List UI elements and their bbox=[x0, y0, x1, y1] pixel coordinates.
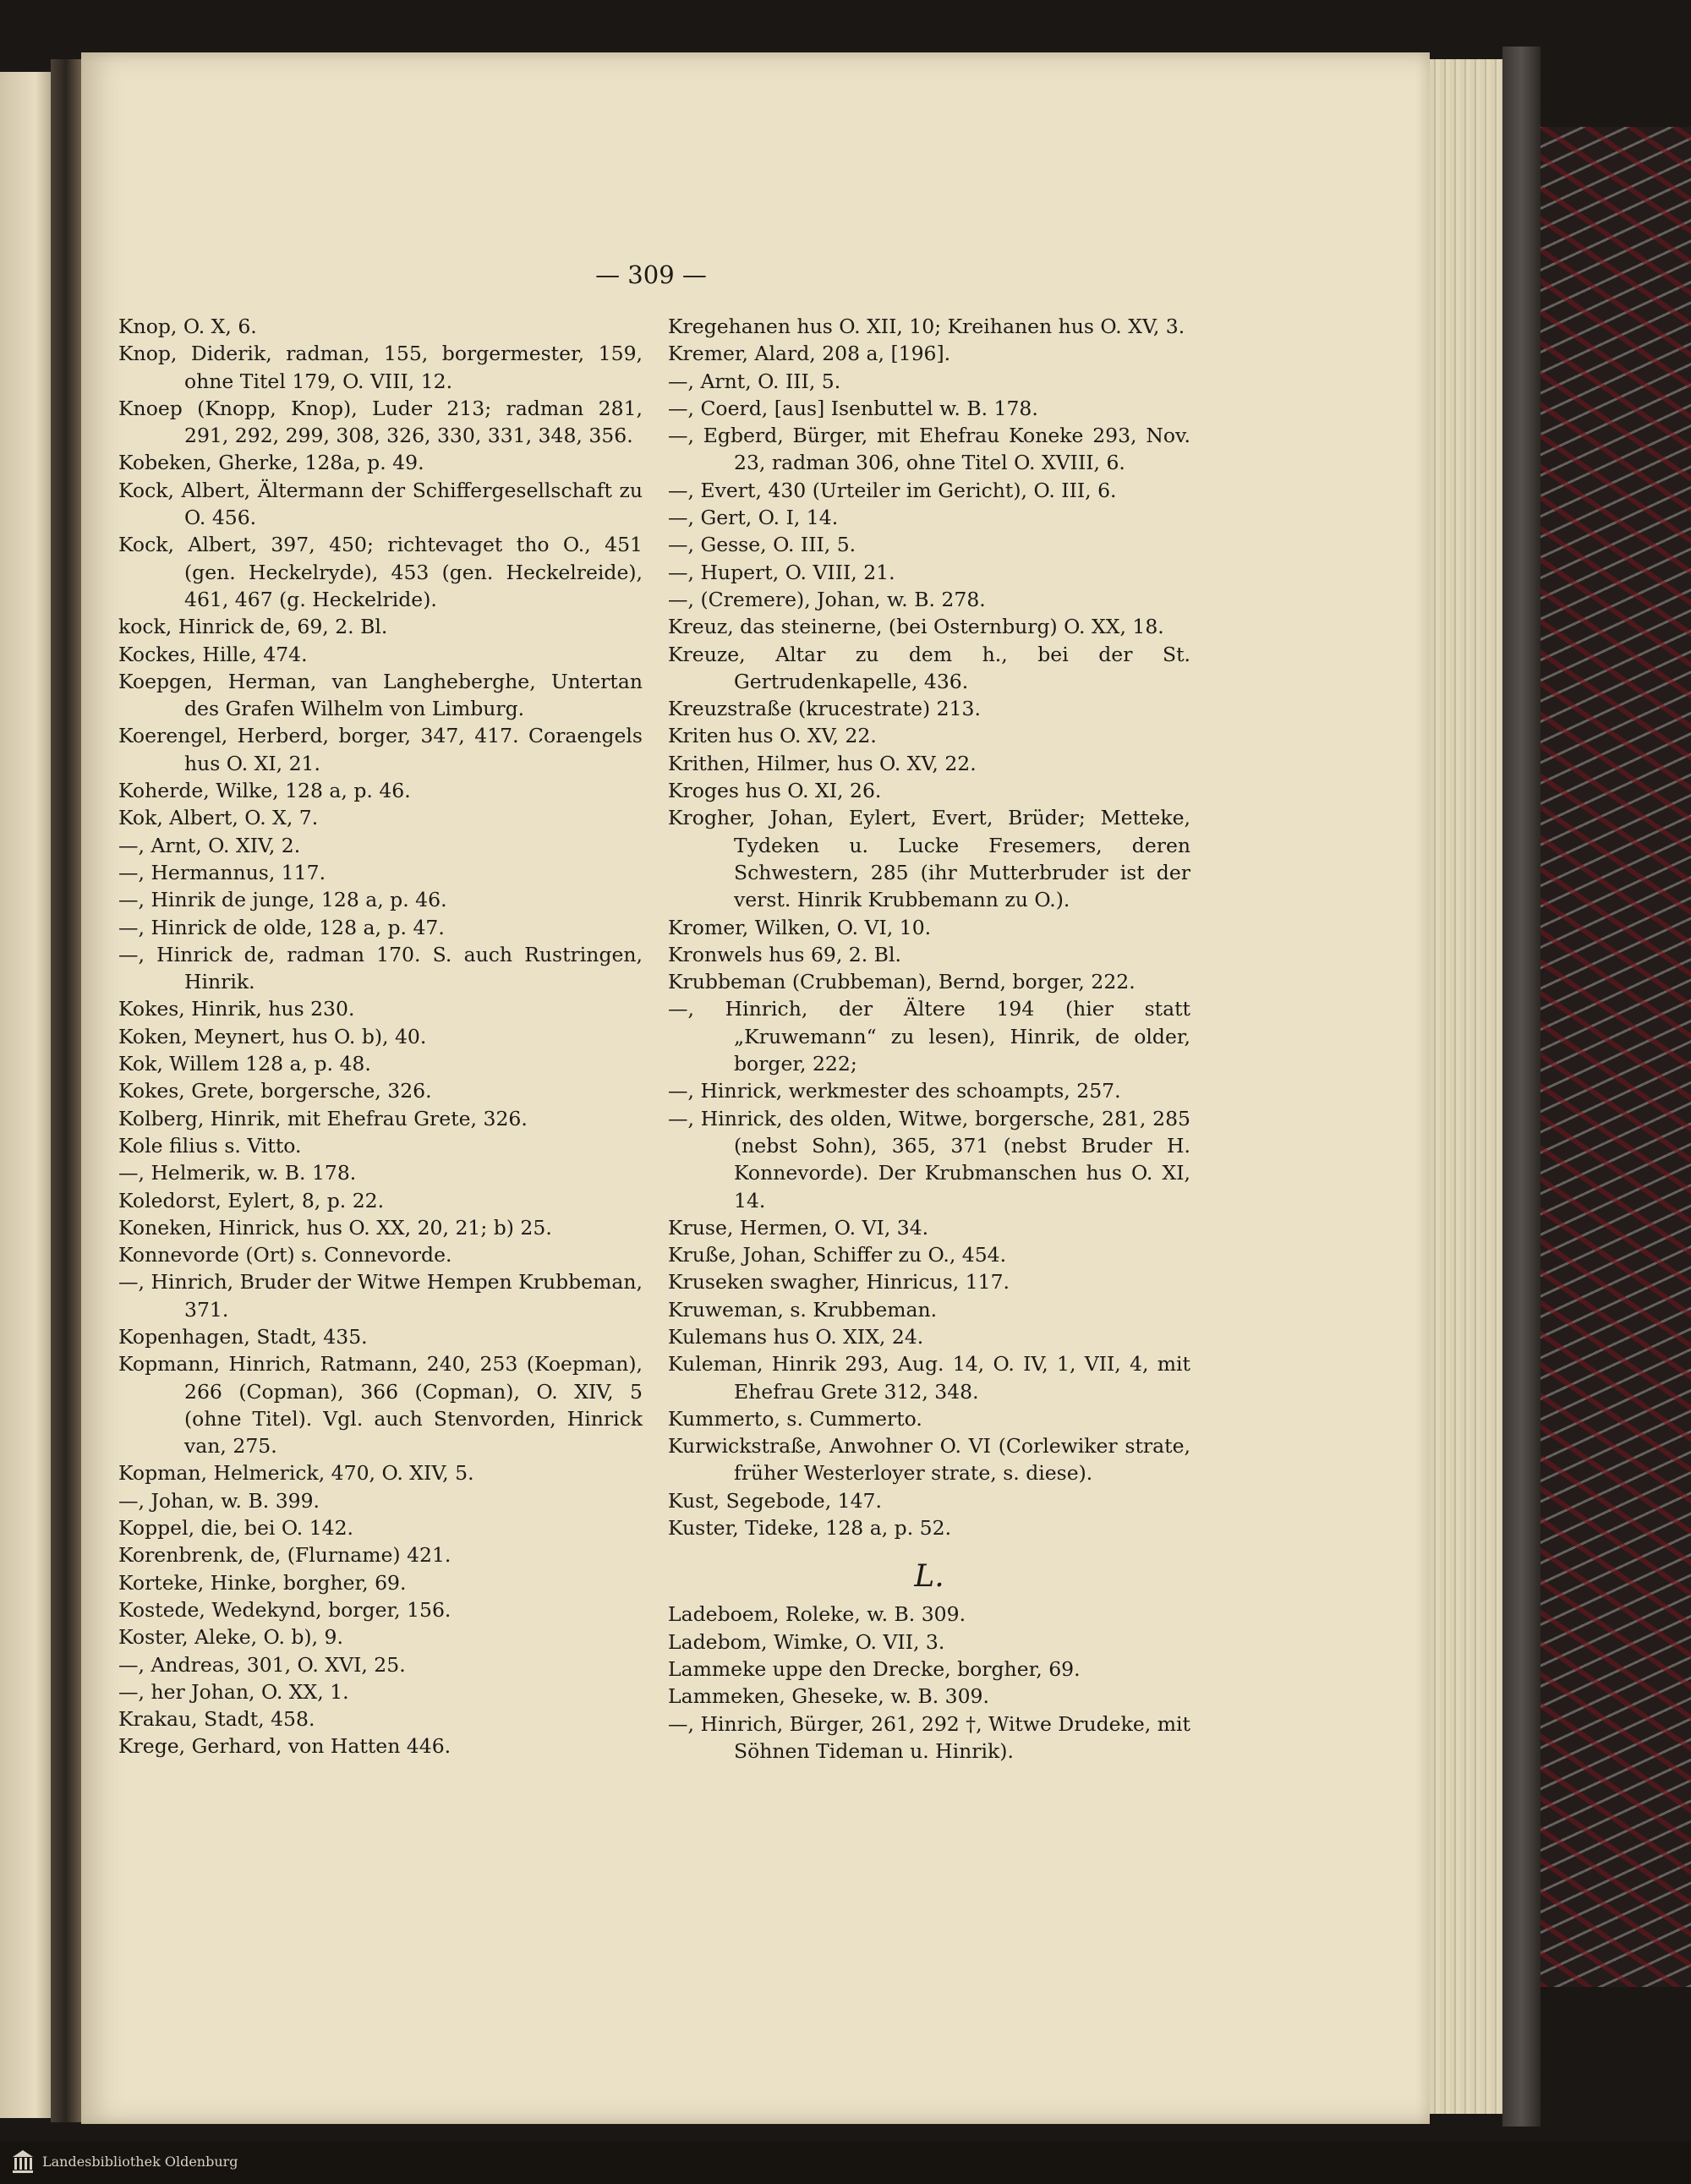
book-gutter bbox=[51, 59, 81, 2122]
index-entry: Kobeken, Gherke, 128a, p. 49. bbox=[118, 451, 424, 475]
index-entry: Kuleman, Hinrik 293, Aug. 14, O. IV, 1, VII, 4, mit Ehefrau Grete 312, 348. bbox=[668, 1352, 1190, 1404]
index-entry: Koherde, Wilke, 128 a, p. 46. bbox=[118, 779, 411, 803]
index-entry: Kurwickstraße, Anwohner O. VI (Corlewiker strate, früher Westerloyer strate, s. diese). bbox=[668, 1434, 1190, 1486]
index-entry: Korteke, Hinke, borgher, 69. bbox=[118, 1570, 407, 1595]
index-entry: Krogher, Johan, Eylert, Evert, Brüder; Metteke, Tydeken u. Lucke Fresemers, deren Schwestern, 285 (ihr Mutterbruder ist der verst. Hinrik Krubbemann zu O.). bbox=[668, 806, 1190, 912]
index-section-l bbox=[668, 1601, 1190, 1765]
index-entry: Koledorst, Eylert, 8, p. 22. bbox=[118, 1188, 385, 1212]
index-entry: Kreuze, Altar zu dem h., bei der St. Gertrudenkapelle, 436. bbox=[668, 642, 1190, 693]
index-entry: Kregehanen hus O. XII, 10; Kreihanen hus O. XV, 3. bbox=[668, 315, 1185, 338]
marbled-cover bbox=[1541, 127, 1691, 1987]
index-section-k bbox=[668, 313, 1190, 1541]
index-entry: Lammeke uppe den Drecke, borgher, 69. bbox=[668, 1656, 1081, 1681]
index-entry: Kopmann, Hinrich, Ratmann, 240, 253 (Koepman), 266 (Copman), 366 (Copman), O. XIV, 5 (ohne Titel). Vgl. auch Stenvorden, Hinrick van, 275. bbox=[118, 1352, 643, 1459]
index-entry: Kok, Albert, O. X, 7. bbox=[118, 806, 319, 830]
index-entry: Kulemans hus O. XIX, 24. bbox=[668, 1324, 924, 1349]
index-entry: —, Hinrich, Bruder der Witwe Hempen Krubbeman, 371. bbox=[118, 1270, 643, 1322]
index-entry: Kolberg, Hinrik, mit Ehefrau Grete, 326. bbox=[118, 1106, 528, 1130]
index-entry: Kokes, Grete, borgersche, 326. bbox=[118, 1079, 432, 1103]
index-entry: Kummerto, s. Cummerto. bbox=[668, 1406, 922, 1431]
index-entry: Kronwels hus 69, 2. Bl. bbox=[668, 942, 901, 966]
index-entry: Kopenhagen, Stadt, 435. bbox=[118, 1324, 368, 1349]
index-entry: Koken, Meynert, hus O. b), 40. bbox=[118, 1024, 427, 1048]
index-entry: —, Arnt, O. XIV, 2. bbox=[118, 833, 301, 857]
index-entry: Konnevorde (Ort) s. Connevorde. bbox=[118, 1243, 452, 1267]
index-entry: Kokes, Hinrik, hus 230. bbox=[118, 997, 355, 1021]
index-entry: Lammeken, Gheseke, w. B. 309. bbox=[668, 1684, 989, 1709]
index-entry: —, Egberd, Bürger, mit Ehefrau Koneke 293, Nov. 23, radman 306, ohne Titel O. XVIII, 6. bbox=[668, 424, 1190, 475]
index-entry: —, Hermannus, 117. bbox=[118, 860, 326, 884]
index-entry: —, Gert, O. I, 14. bbox=[668, 506, 839, 530]
index-entry: Kostede, Wedekynd, borger, 156. bbox=[118, 1597, 451, 1622]
index-entry: —, (Cremere), Johan, w. B. 278. bbox=[668, 587, 986, 611]
index-entry: Kroges hus O. XI, 26. bbox=[668, 779, 882, 803]
index-entry: Kruße, Johan, Schiffer zu O., 454. bbox=[668, 1243, 1007, 1267]
index-entry: Kole filius s. Vitto. bbox=[118, 1133, 302, 1158]
index-entry: Knoep (Knopp, Knop), Luder 213; radman 281, 291, 292, 299, 308, 326, 330, 331, 348, 356. bbox=[118, 396, 643, 448]
index-entry: —, Hinrick de olde, 128 a, p. 47. bbox=[118, 915, 445, 939]
index-entry: Koneken, Hinrick, hus O. XX, 20, 21; b) 25. bbox=[118, 1215, 552, 1240]
index-entry: —, Evert, 430 (Urteiler im Gericht), O. III, 6. bbox=[668, 478, 1117, 502]
index-entry: —, Hinrik de junge, 128 a, p. 46. bbox=[118, 888, 447, 912]
index-entry: Kruseken swagher, Hinricus, 117. bbox=[668, 1270, 1010, 1295]
index-entry: Korenbrenk, de, (Flurname) 421. bbox=[118, 1543, 451, 1568]
index-entry: Kruse, Hermen, O. VI, 34. bbox=[668, 1215, 929, 1240]
index-entry: Krubbeman (Crubbeman), Bernd, borger, 222. bbox=[668, 970, 1136, 994]
index-entry: Kock, Albert, 397, 450; richtevaget tho O., 451 (gen. Heckelryde), 453 (gen. Heckelreide), 461, 467 (g. Heckelride). bbox=[118, 533, 643, 611]
index-entry: —, her Johan, O. XX, 1. bbox=[118, 1679, 349, 1704]
index-entry: Ladebom, Wimke, O. VII, 3. bbox=[668, 1629, 945, 1654]
index-entry: Kopman, Helmerick, 470, O. XIV, 5. bbox=[118, 1461, 474, 1486]
page-stack-edges bbox=[1430, 59, 1502, 2114]
index-entry: —, Hupert, O. VIII, 21. bbox=[668, 560, 895, 584]
index-entry: Kremer, Alard, 208 a, [196]. bbox=[668, 342, 951, 366]
index-entry: Kromer, Wilken, O. VI, 10. bbox=[668, 915, 932, 939]
index-entry: —, Coerd, [aus] Isenbuttel w. B. 178. bbox=[668, 396, 1038, 420]
index-entry: Kriten hus O. XV, 22. bbox=[668, 724, 877, 748]
index-column-left bbox=[118, 313, 643, 1760]
library-name: Landesbibliothek Oldenburg bbox=[42, 2154, 238, 2170]
index-entry: Kruweman, s. Krubbeman. bbox=[668, 1297, 938, 1322]
index-entry: Ladeboem, Roleke, w. B. 309. bbox=[668, 1602, 966, 1627]
index-entry: Knop, Diderik, radman, 155, borgermester, 159, ohne Titel 179, O. VIII, 12. bbox=[118, 342, 643, 393]
index-entry: —, Hinrick, des olden, Witwe, borgersche, 281, 285 (nebst Sohn), 365, 371 (nebst Bruder H. Konnevorde). Der Krubmanschen hus O. XI, 14. bbox=[668, 1106, 1190, 1212]
index-entry: Koppel, die, bei O. 142. bbox=[118, 1516, 354, 1541]
library-footer bbox=[0, 2142, 1691, 2184]
index-entry: Kuster, Tideke, 128 a, p. 52. bbox=[668, 1516, 952, 1541]
index-entry: Krithen, Hilmer, hus O. XV, 22. bbox=[668, 751, 977, 775]
index-entry: Koerengel, Herberd, borger, 347, 417. Coraengels hus O. XI, 21. bbox=[118, 724, 643, 775]
index-entry: —, Gesse, O. III, 5. bbox=[668, 533, 856, 557]
left-page-edge bbox=[0, 72, 51, 2118]
library-building-icon bbox=[12, 2148, 34, 2174]
index-entry: Krakau, Stadt, 458. bbox=[118, 1707, 315, 1732]
index-entry: Kok, Willem 128 a, p. 48. bbox=[118, 1052, 371, 1076]
index-entry: Kreuz, das steinerne, (bei Osternburg) O. XX, 18. bbox=[668, 615, 1164, 639]
index-entry: Kockes, Hille, 474. bbox=[118, 642, 308, 666]
book-cover-spine bbox=[1502, 47, 1541, 2127]
index-entry: Koepgen, Herman, van Langheberghe, Untertan des Grafen Wilhelm von Limburg. bbox=[118, 669, 643, 721]
index-entry: —, Arnt, O. III, 5. bbox=[668, 369, 841, 393]
index-entry: Kreuzstraße (krucestrate) 213. bbox=[668, 697, 981, 721]
index-entry: —, Hinrick, werkmester des schoampts, 257. bbox=[668, 1079, 1121, 1103]
index-entry: —, Helmerik, w. B. 178. bbox=[118, 1161, 357, 1185]
section-letter-l: L. bbox=[914, 1559, 944, 1595]
index-entry: —, Johan, w. B. 399. bbox=[118, 1488, 320, 1513]
index-column-right bbox=[668, 313, 1190, 1765]
page-number: — 309 — bbox=[595, 260, 707, 289]
index-entry: —, Andreas, 301, O. XVI, 25. bbox=[118, 1652, 406, 1677]
index-entry: —, Hinrich, Bürger, 261, 292 †, Witwe Drudeke, mit Söhnen Tideman u. Hinrik). bbox=[668, 1711, 1190, 1763]
index-entry: Knop, O. X, 6. bbox=[118, 315, 257, 338]
index-entry: Kust, Segebode, 147. bbox=[668, 1488, 882, 1513]
index-entry: Koster, Aleke, O. b), 9. bbox=[118, 1625, 343, 1650]
index-entry: —, Hinrich, der Ältere 194 (hier statt „Kruwemann“ zu lesen), Hinrik, de older, borger, 222; bbox=[668, 997, 1190, 1076]
index-entry: kock, Hinrick de, 69, 2. Bl. bbox=[118, 615, 388, 639]
index-entry: —, Hinrick de, radman 170. S. auch Rustringen, Hinrik. bbox=[118, 942, 643, 994]
index-entry: Kock, Albert, Ältermann der Schiffergesellschaft zu O. 456. bbox=[118, 478, 643, 530]
index-entry: Krege, Gerhard, von Hatten 446. bbox=[118, 1734, 451, 1759]
